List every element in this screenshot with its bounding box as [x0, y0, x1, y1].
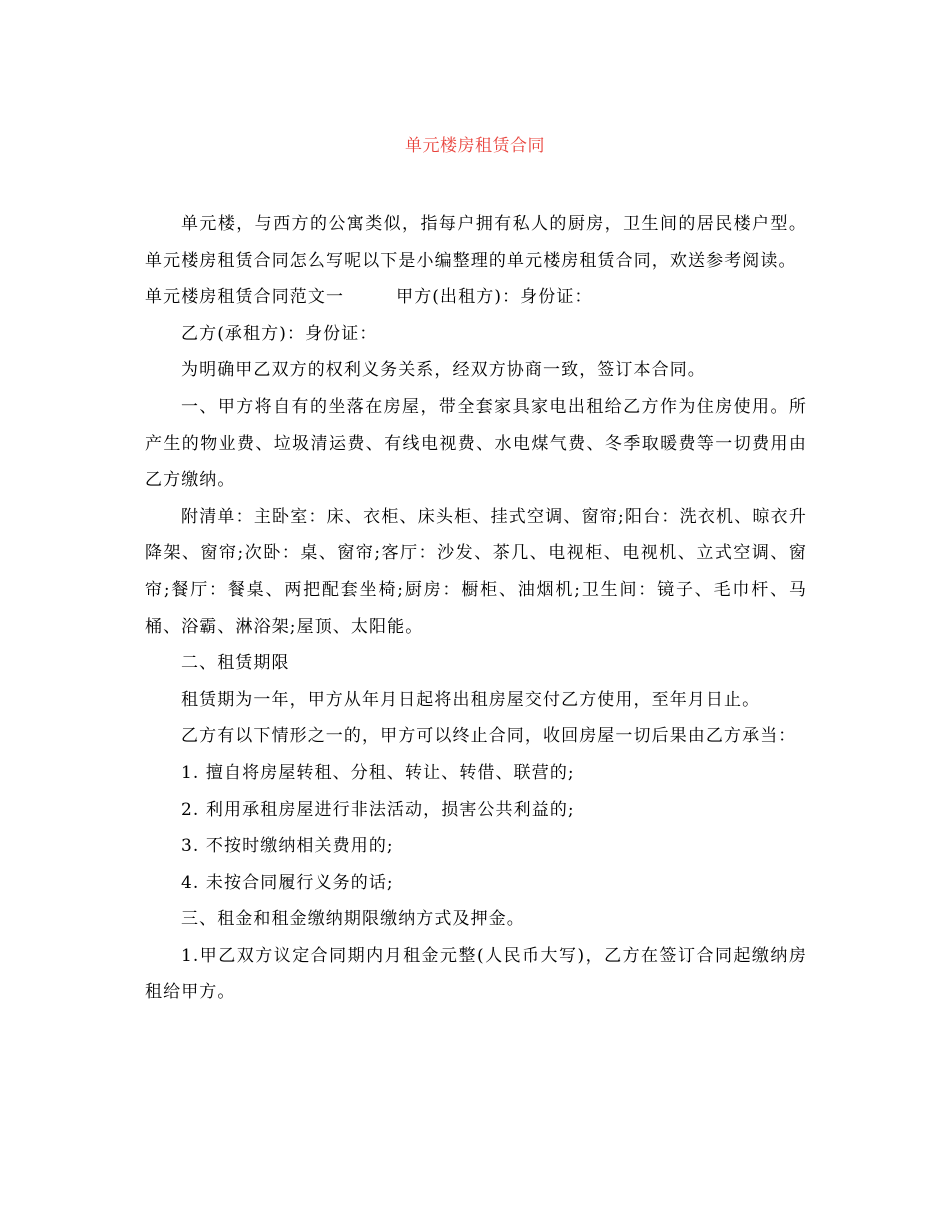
clause-1-paragraph: 一、甲方将自有的坐落在房屋，带全套家具家电出租给乙方作为住房使用。所产生的物业费、垃圾清运费、有线电视费、水电煤气费、冬季取暖费等一切费用由乙方缴纳。 — [145, 396, 807, 491]
party-a-line: 甲方(出租方)：身份证： — [396, 287, 593, 308]
clause-2-heading: 二、租赁期限 — [181, 653, 290, 674]
sample-heading: 单元楼房租赁合同范文一 — [145, 287, 345, 308]
termination-intro: 乙方有以下情形之一的，甲方可以终止合同，收回房屋一切后果由乙方承当： — [181, 726, 797, 747]
inventory-paragraph: 附清单：主卧室：床、衣柜、床头柜、挂式空调、窗帘;阳台：洗衣机、晾衣升降架、窗帘;次卧：桌、窗帘;客厅：沙发、茶几、电视柜、电视机、立式空调、窗帘;餐厅：餐桌、两把配套坐椅;厨房：橱柜、油烟机;卫生间：镜子、毛巾杆、马桶、浴霸、淋浴架;屋顶、太阳能。 — [145, 506, 807, 637]
lease-term-paragraph: 租赁期为一年，甲方从年月日起将出租房屋交付乙方使用，至年月日止。 — [181, 689, 761, 710]
intro-paragraph: 单元楼，与西方的公寓类似，指每户拥有私人的厨房，卫生间的居民楼户型。单元楼房租赁合同怎么写呢以下是小编整理的单元楼房租赁合同，欢送参考阅读。 — [145, 214, 807, 271]
purpose-paragraph: 为明确甲乙双方的权利义务关系，经双方协商一致，签订本合同。 — [181, 360, 706, 381]
termination-item: 1. 擅自将房屋转租、分租、转让、转借、联营的; — [181, 762, 575, 783]
termination-item: 3. 不按时缴纳相关费用的; — [181, 836, 394, 857]
rent-paragraph: 1.甲乙双方议定合同期内月租金元整(人民币大写)，乙方在签订合同起缴纳房租给甲方。 — [145, 945, 807, 1003]
termination-item: 2. 利用承租房屋进行非法活动，损害公共利益的; — [181, 799, 575, 820]
clause-3-heading: 三、租金和租金缴纳期限缴纳方式及押金。 — [181, 909, 525, 930]
sample-heading-line — [145, 279, 807, 316]
termination-item: 4. 未按合同履行义务的话; — [181, 872, 394, 893]
document-body — [145, 206, 807, 1011]
document-title: 单元楼房租赁合同 — [405, 136, 545, 156]
party-b-line: 乙方(承租方)：身份证： — [181, 323, 378, 344]
